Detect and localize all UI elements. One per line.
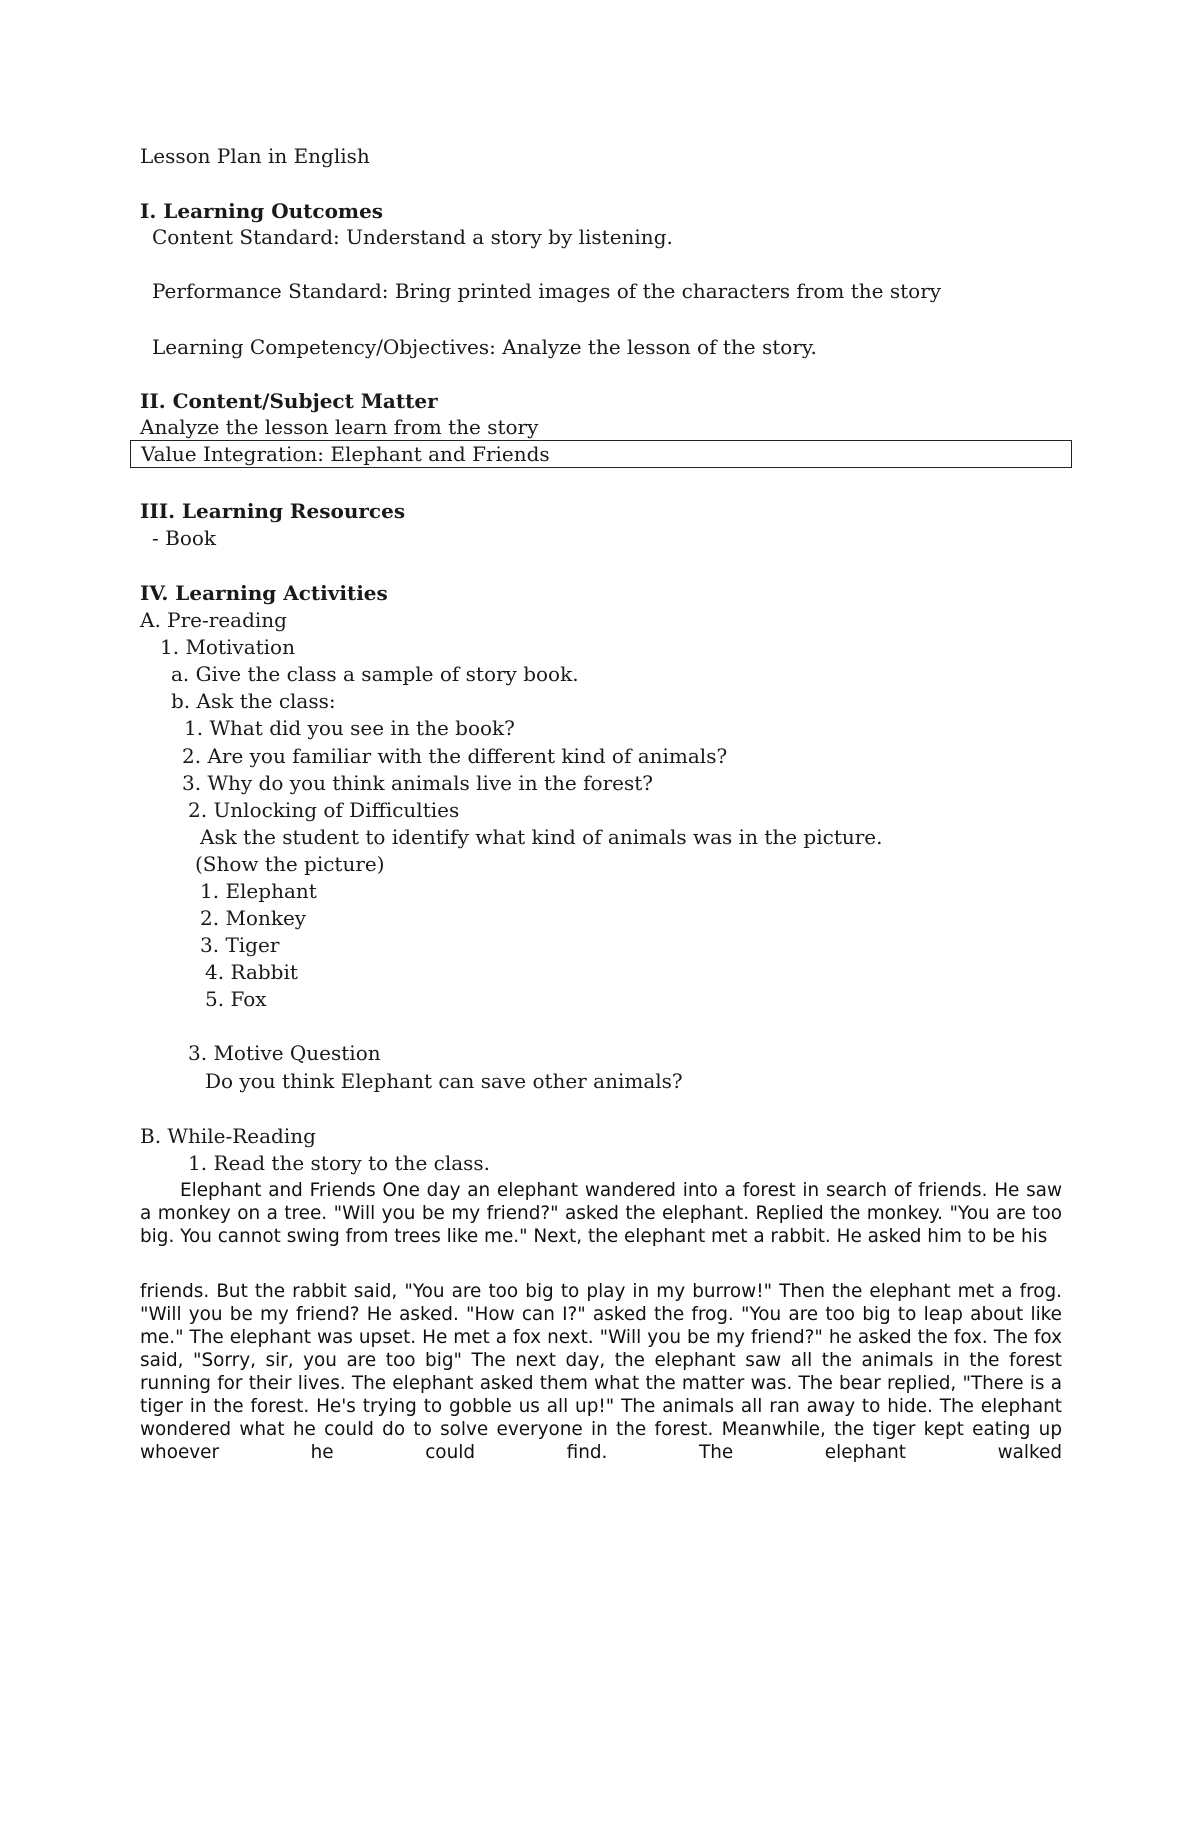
heading-learning-resources: III. Learning Resources	[140, 499, 406, 523]
resource-item: - Book	[152, 526, 217, 550]
animal-item: 2. Monkey	[200, 906, 307, 930]
motive-question-label: 3. Motive Question	[188, 1041, 381, 1065]
heading-learning-activities: IV. Learning Activities	[140, 581, 388, 605]
motive-question-text: Do you think Elephant can save other animals?	[205, 1069, 683, 1093]
performance-standard: Performance Standard: Bring printed images of the characters from the story	[152, 279, 942, 303]
question-item: 3. Why do you think animals live in the forest?	[182, 771, 653, 795]
show-picture-note: (Show the picture)	[195, 852, 385, 876]
motivation-item-b: b. Ask the class:	[171, 689, 336, 713]
question-item: 2. Are you familiar with the different kind of animals?	[182, 744, 728, 768]
animal-item: 3. Tiger	[200, 933, 280, 957]
pre-reading-label: A. Pre-reading	[140, 608, 287, 632]
subject-matter-line: Analyze the lesson learn from the story	[140, 415, 539, 439]
animal-item: 4. Rabbit	[205, 960, 298, 984]
heading-content-subject-matter: II. Content/Subject Matter	[140, 389, 438, 413]
motivation-label: 1. Motivation	[160, 635, 295, 659]
story-paragraph-1: Elephant and Friends One day an elephant wandered into a forest in search of friends. He saw a monkey on a tree. "Will you be my friend?" asked the elephant. Replied the monkey. "You are too big. You cannot swing from trees like me." Next, the elephant met a rabbit. He asked him to be his	[140, 1180, 1062, 1247]
while-reading-label: B. While-Reading	[140, 1124, 316, 1148]
content-standard: Content Standard: Understand a story by listening.	[152, 225, 673, 249]
question-item: 1. What did you see in the book?	[184, 716, 515, 740]
heading-learning-outcomes: I. Learning Outcomes	[140, 199, 384, 223]
document-title: Lesson Plan in English	[140, 144, 370, 168]
unlocking-label: 2. Unlocking of Difficulties	[188, 798, 460, 822]
value-integration-box	[130, 440, 1072, 468]
motivation-item-a: a. Give the class a sample of story book.	[171, 662, 579, 686]
animal-item: 5. Fox	[205, 987, 267, 1011]
animal-item: 1. Elephant	[200, 879, 317, 903]
read-story-instruction: 1. Read the story to the class.	[188, 1151, 491, 1175]
story-paragraph-2: friends. But the rabbit said, "You are too big to play in my burrow!" Then the elephant met a frog. "Will you be my friend? He asked. "How can I?" asked the frog. "You are too big to leap about like me." The elephant was upset. He met a fox next. "Will you be my friend?" he asked the fox. The fox said, "Sorry, sir, you are too big" The next day, the elephant saw all the animals in the forest running for their lives. The elephant asked them what the matter was. The bear replied, "There is a tiger in the forest. He's trying to gobble us all up!" The animals all ran away to hide. The elephant wondered what he could do to solve everyone in the forest. Meanwhile, the tiger kept eating up whoever he could find. The elephant walked	[140, 1281, 1062, 1463]
learning-competency: Learning Competency/Objectives: Analyze the lesson of the story.	[152, 335, 817, 359]
unlocking-instruction: Ask the student to identify what kind of animals was in the picture.	[200, 825, 883, 849]
value-integration-text: Value Integration: Elephant and Friends	[141, 442, 550, 466]
